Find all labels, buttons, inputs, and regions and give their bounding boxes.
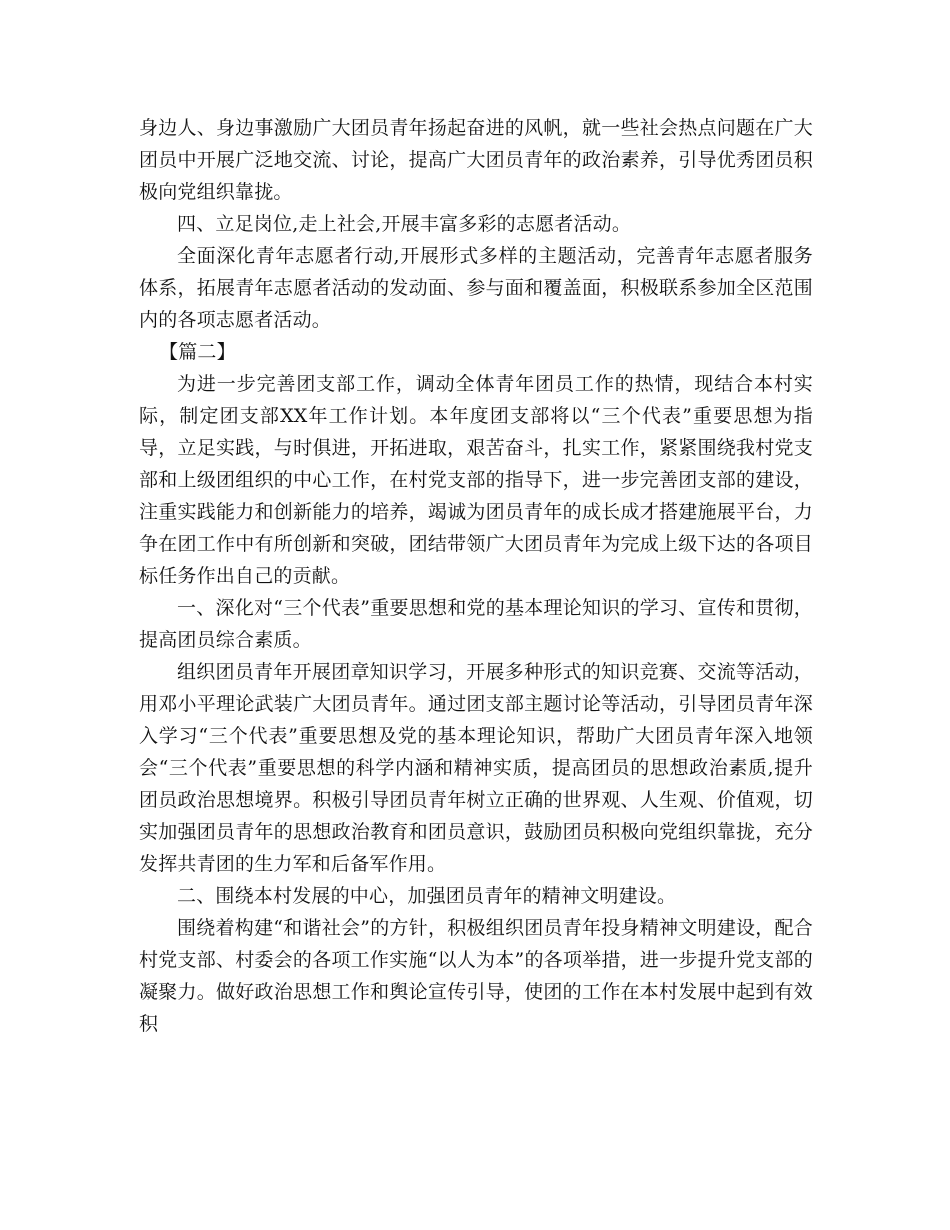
paragraph-continuation: 身边人、身边事激励广大团员青年扬起奋进的风帆，就一些社会热点问题在广大团员中开展广泛地交流、讨论，提高广大团员青年的政治素养，引导优秀团员积极向党组织靠拢。 (139, 117, 813, 203)
paragraph-intro: 为进一步完善团支部工作，调动全体青年团员工作的热情，现结合本村实际，制定团支部XX年工作计划。本年度团支部将以“三个代表”重要思想为指导，立足实践，与时俱进，开拓进取，艰苦奋斗，扎实工作，紧紧围绕我村党支部和上级团组织的中心工作，在村党支部的指导下，进一步完善团支部的建设，注重实践能力和创新能力的培养，竭诚为团员青年的成长成才搭建施展平台，力争在团工作中有所创新和突破，团结带领广大团员青年为完成上级下达的各项目标任务作出自己的贡献。 (139, 373, 813, 587)
section-heading-2: 二、围绕本村发展的中心，加强团员青年的精神文明建设。 (177, 885, 677, 907)
document-body (139, 112, 813, 1040)
piece-title: 【篇二】 (159, 341, 236, 363)
paragraph-civilization: 围绕着构建“和谐社会”的方针，积极组织团员青年投身精神文明建设，配合村党支部、村委会的各项工作实施“以人为本”的各项举措，进一步提升党支部的凝聚力。做好政治思想工作和舆论宣传引导，使团的工作在本村发展中起到有效积 (139, 917, 813, 1035)
paragraph-volunteer: 全面深化青年志愿者行动,开展形式多样的主题活动，完善青年志愿者服务体系，拓展青年志愿者活动的发动面、参与面和覆盖面，积极联系参加全区范围内的各项志愿者活动。 (139, 245, 813, 331)
section-heading-1: 一、深化对“三个代表”重要思想和党的基本理论知识的学习、宣传和贯彻，提高团员综合素质。 (139, 597, 813, 651)
section-heading-4: 四、立足岗位,走上社会,开展丰富多彩的志愿者活动。 (177, 213, 632, 235)
paragraph-study: 组织团员青年开展团章知识学习，开展多种形式的知识竞赛、交流等活动，用邓小平理论武装广大团员青年。通过团支部主题讨论等活动，引导团员青年深入学习“三个代表”重要思想及党的基本理论知识，帮助广大团员青年深入地领会“三个代表”重要思想的科学内涵和精神实质，提高团员的思想政治素质,提升团员政治思想境界。积极引导团员青年树立正确的世界观、人生观、价值观，切实加强团员青年的思想政治教育和团员意识，鼓励团员积极向党组织靠拢，充分发挥共青团的生力军和后备军作用。 (139, 661, 813, 875)
